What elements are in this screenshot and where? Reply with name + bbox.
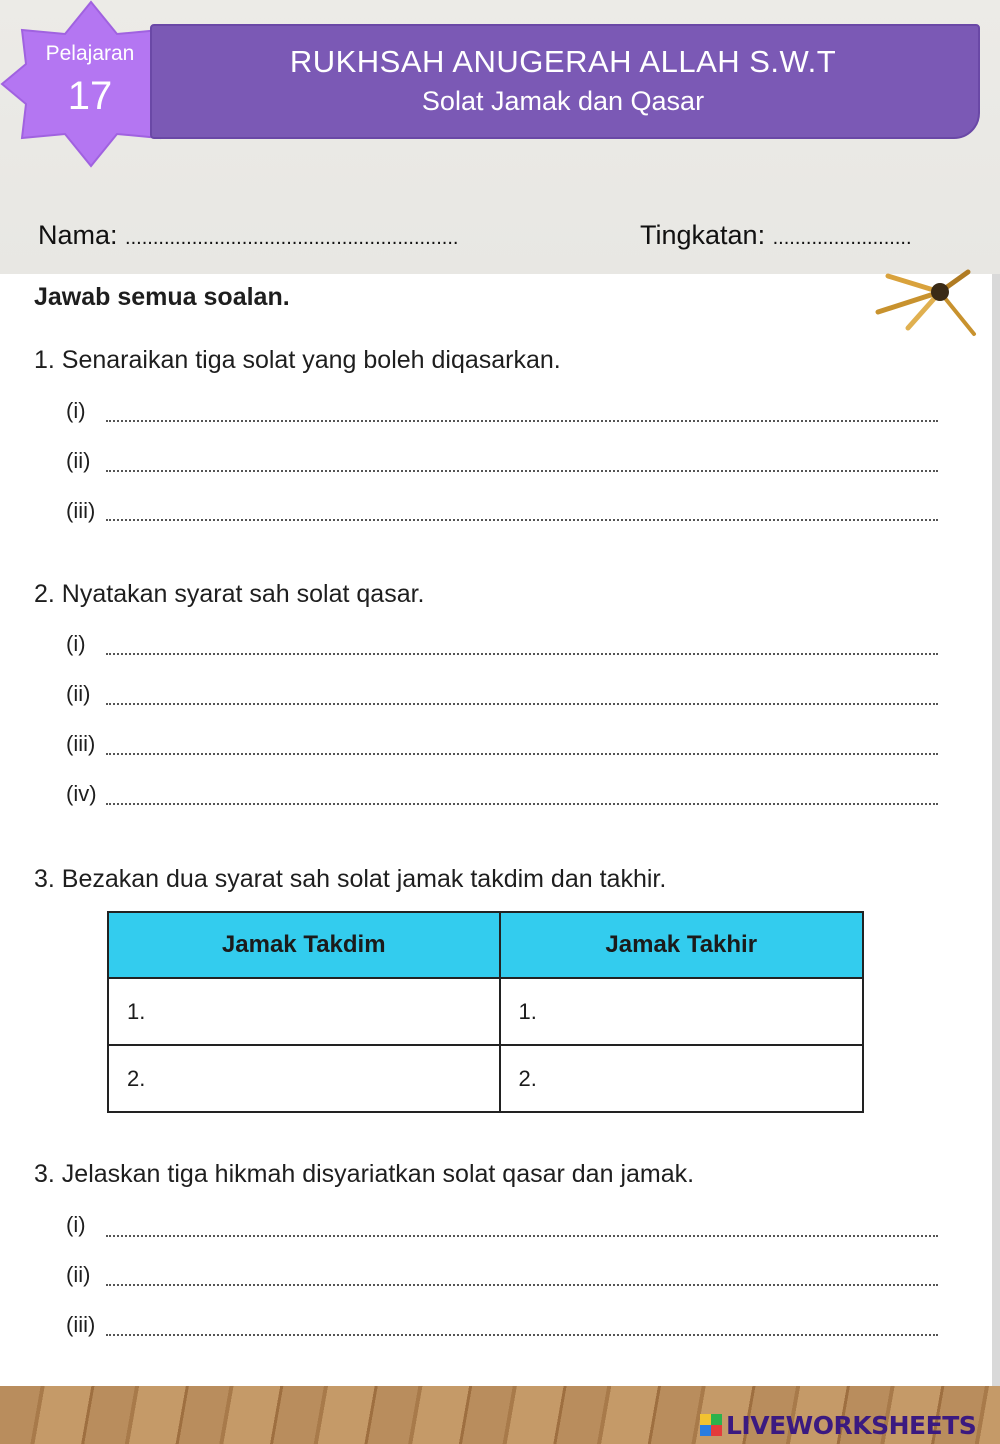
form-label: Tingkatan: <box>640 220 766 250</box>
q4-item-label: (i) <box>66 1212 86 1237</box>
q1-item-label: (i) <box>66 398 86 423</box>
q4-item-label: (iii) <box>66 1312 96 1337</box>
form-dots: ......................... <box>772 227 912 249</box>
table-cell[interactable]: 1. <box>500 978 864 1045</box>
liveworksheets-brand: LIVEWORKSHEETS <box>726 1410 977 1440</box>
table-cell[interactable]: 2. <box>108 1045 500 1112</box>
title-banner <box>150 24 980 139</box>
q4-item-label: (ii) <box>66 1262 91 1287</box>
name-label: Nama: <box>38 220 118 250</box>
table-row <box>108 1045 863 1112</box>
lesson-label: Pelajaran <box>45 42 135 65</box>
q2-answer-line-3[interactable] <box>106 753 938 755</box>
q1-item-label: (iii) <box>66 498 96 523</box>
q1-answer-line-3[interactable] <box>106 519 938 521</box>
q2-item-label: (ii) <box>66 681 91 706</box>
table-row <box>108 978 863 1045</box>
question-2: 2. Nyatakan syarat sah solat qasar. <box>34 580 425 608</box>
worksheet-subtitle: Solat Jamak dan Qasar <box>421 86 705 116</box>
table-header-row <box>108 912 863 978</box>
table-cell[interactable]: 1. <box>108 978 500 1045</box>
q4-answer-line-1[interactable] <box>106 1235 938 1237</box>
table-header: Jamak Takhir <box>500 912 864 978</box>
q4-answer-line-2[interactable] <box>106 1284 938 1286</box>
q1-item-label: (ii) <box>66 448 91 473</box>
pencils-icon <box>868 268 978 340</box>
question-4: 3. Jelaskan tiga hikmah disyariatkan solat qasar dan jamak. <box>34 1160 695 1188</box>
q2-answer-line-4[interactable] <box>106 803 938 805</box>
q2-answer-line-1[interactable] <box>106 653 938 655</box>
form-field[interactable] <box>640 220 912 251</box>
lesson-number: 17 <box>67 74 113 118</box>
q1-answer-line-1[interactable] <box>106 420 938 422</box>
comparison-table <box>107 911 864 1113</box>
name-dots: ............................................................ <box>125 227 459 249</box>
q2-item-label: (i) <box>66 631 86 656</box>
q1-answer-line-2[interactable] <box>106 470 938 472</box>
q2-answer-line-2[interactable] <box>106 703 938 705</box>
instruction-text: Jawab semua soalan. <box>34 283 290 311</box>
page-edge-shadow <box>992 274 1000 1386</box>
q2-item-label: (iv) <box>66 781 97 806</box>
name-field[interactable] <box>38 220 458 251</box>
table-cell[interactable]: 2. <box>500 1045 864 1112</box>
table-header: Jamak Takdim <box>108 912 500 978</box>
q4-answer-line-3[interactable] <box>106 1334 938 1336</box>
q2-item-label: (iii) <box>66 731 96 756</box>
worksheet-title: RUKHSAH ANUGERAH ALLAH S.W.T <box>289 44 837 79</box>
liveworksheets-logo[interactable] <box>700 1410 976 1440</box>
question-1: 1. Senaraikan tiga solat yang boleh diqasarkan. <box>34 346 561 374</box>
worksheet-body <box>0 274 996 1386</box>
liveworksheets-icon <box>700 1414 722 1436</box>
question-3: 3. Bezakan dua syarat sah solat jamak takdim dan takhir. <box>34 865 667 893</box>
